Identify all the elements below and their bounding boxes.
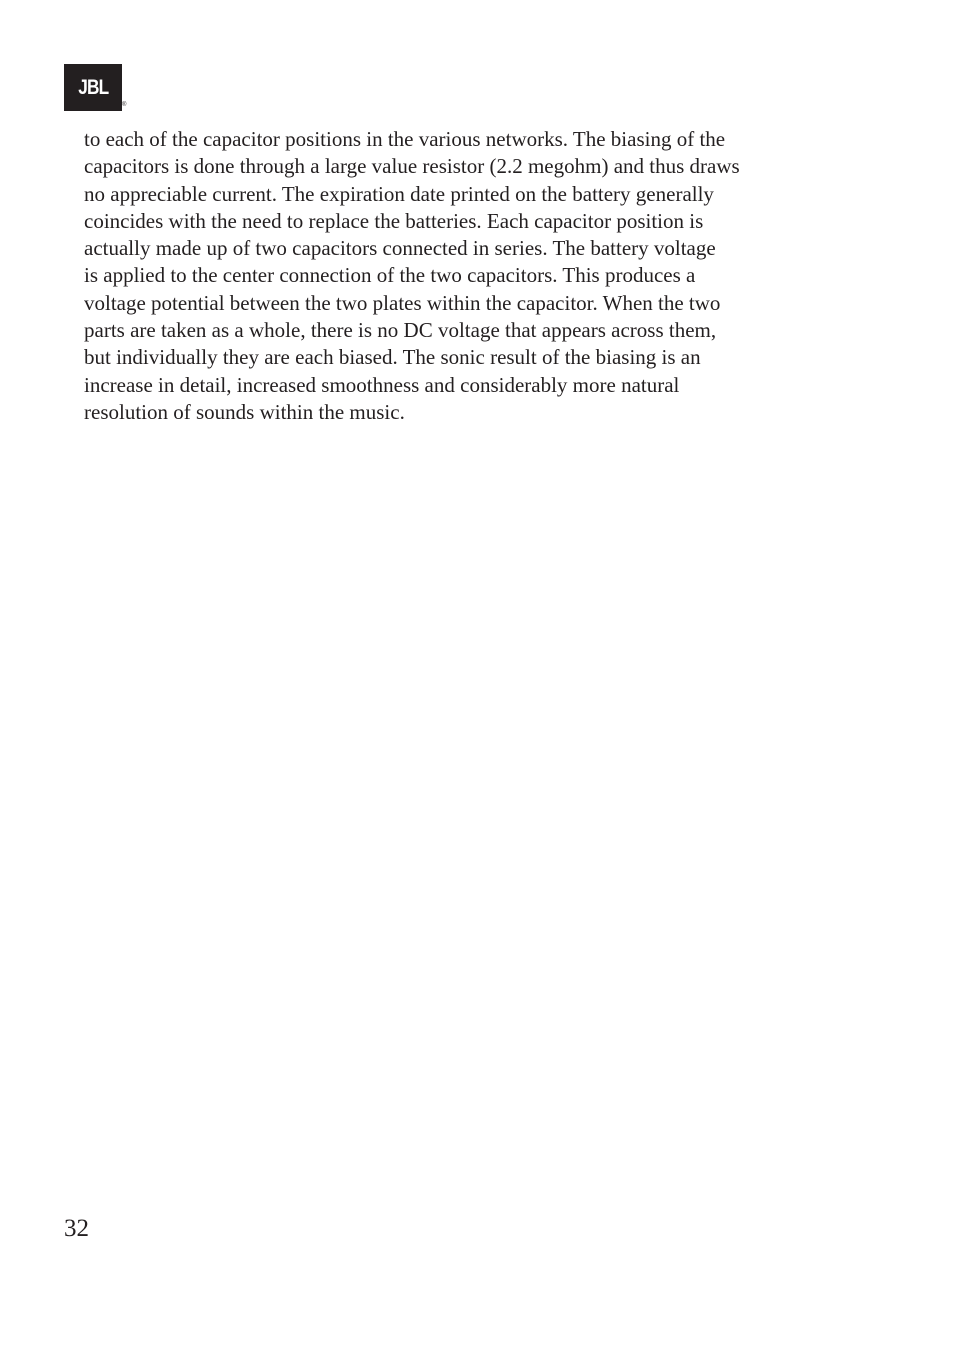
paragraph-line: resolution of sounds within the music. <box>84 399 405 424</box>
paragraph-line: is applied to the center connection of the two capacitors. This produces a <box>84 263 696 288</box>
registered-mark: ® <box>122 102 127 108</box>
paragraph-line: voltage potential between the two plates within the capacitor. When the two <box>84 290 721 315</box>
paragraph-line: parts are taken as a whole, there is no DC voltage that appears across them, <box>84 318 717 343</box>
paragraph-line: to each of the capacitor positions in the various networks. The biasing of the <box>84 127 726 151</box>
paragraph-line: coincides with the need to replace the batteries. Each capacitor position is <box>84 208 704 233</box>
paragraph-line: but individually they are each biased. The sonic result of the biasing is an <box>84 345 701 370</box>
paragraph-line: increase in detail, increased smoothness and considerably more natural <box>84 372 680 397</box>
jbl-logo <box>64 64 122 111</box>
paragraph-line: actually made up of two capacitors connected in series. The battery voltage <box>84 236 716 261</box>
page-number: 32 <box>64 1215 89 1242</box>
body-paragraph <box>84 126 804 426</box>
logo-text: JBL <box>77 76 109 99</box>
paragraph-line: no appreciable current. The expiration date printed on the battery generally <box>84 181 714 206</box>
paragraph-line: capacitors is done through a large value resistor (2.2 megohm) and thus draws <box>84 154 740 179</box>
